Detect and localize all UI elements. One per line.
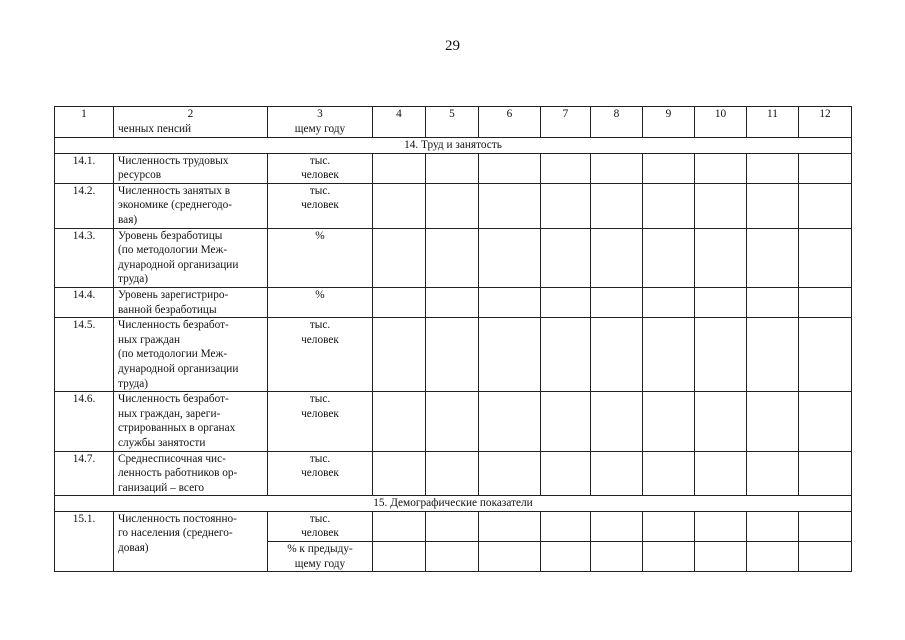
indicator-line: Численность безработ-: [118, 319, 229, 332]
table-row: [55, 287, 852, 317]
value-cell: [799, 287, 852, 317]
indicator-line: ванной безработицы: [118, 303, 217, 316]
value-cell: [426, 287, 479, 317]
header-col-9: 9: [643, 107, 695, 138]
indicator-line: труда): [118, 377, 149, 390]
value-cell: [426, 318, 479, 392]
value-cell: [373, 153, 426, 183]
indicator-line: Численность безработ-: [118, 393, 229, 406]
value-cell: [643, 511, 695, 541]
value-cell: [541, 451, 591, 496]
table-row: [55, 153, 852, 183]
indicators-table: [54, 106, 852, 572]
value-cell: [747, 511, 799, 541]
value-cell: [541, 392, 591, 451]
unit-line: тыс.: [309, 319, 331, 332]
indicator-line: дународной организации: [118, 258, 239, 271]
value-cell: [373, 542, 426, 572]
table-row: [55, 392, 852, 451]
unit-line: тыс.: [309, 512, 331, 525]
value-cell: [373, 451, 426, 496]
unit-cell: [268, 287, 373, 317]
unit-line: тыс.: [309, 154, 331, 167]
value-cell: [695, 228, 747, 287]
value-cell: [541, 228, 591, 287]
indicator-line: Уровень зарегистриро-: [118, 288, 229, 301]
indicator-line: экономике (среднегодо-: [118, 199, 233, 212]
header-col-3: [268, 107, 373, 138]
value-cell: [426, 511, 479, 541]
value-cell: [479, 511, 541, 541]
indicator-line: (по методологии Меж-: [118, 348, 228, 361]
section-title: 14. Труд и занятость: [55, 138, 852, 154]
header-col-1: 1: [55, 107, 114, 138]
header-col-2: [114, 107, 268, 138]
unit-cell: [268, 392, 373, 451]
header-col-3-sub: щему году: [294, 122, 346, 135]
section-title: 15. Демографические показатели: [55, 496, 852, 512]
unit-line: человек: [301, 169, 339, 182]
value-cell: [591, 287, 643, 317]
value-cell: [591, 392, 643, 451]
header-col-5: 5: [426, 107, 479, 138]
unit-cell: [268, 153, 373, 183]
unit-cell: [268, 183, 373, 228]
value-cell: [479, 153, 541, 183]
value-cell: [643, 287, 695, 317]
header-col-10: 10: [695, 107, 747, 138]
unit-line: тыс.: [309, 393, 331, 406]
value-cell: [747, 318, 799, 392]
table-row: [55, 228, 852, 287]
value-cell: [591, 228, 643, 287]
value-cell: [373, 318, 426, 392]
indicator-name: [114, 153, 268, 183]
row-number: 14.5.: [55, 318, 114, 392]
value-cell: [426, 392, 479, 451]
value-cell: [643, 392, 695, 451]
header-row: [55, 107, 852, 138]
table-row: [55, 451, 852, 496]
value-cell: [643, 542, 695, 572]
value-cell: [799, 228, 852, 287]
header-col-3-num: 3: [317, 108, 323, 120]
indicator-name: [114, 228, 268, 287]
value-cell: [479, 318, 541, 392]
indicator-name: [114, 318, 268, 392]
indicator-line: Уровень безработицы: [118, 229, 223, 242]
unit-cell: [268, 318, 373, 392]
value-cell: [799, 542, 852, 572]
row-number: 14.6.: [55, 392, 114, 451]
row-number: 14.2.: [55, 183, 114, 228]
value-cell: [643, 153, 695, 183]
value-cell: [643, 318, 695, 392]
unit-line: щему году: [294, 557, 346, 570]
value-cell: [479, 183, 541, 228]
value-cell: [541, 511, 591, 541]
table-row: [55, 183, 852, 228]
value-cell: [373, 183, 426, 228]
header-col-7: 7: [541, 107, 591, 138]
indicator-line: ленность работников ор-: [118, 467, 238, 480]
value-cell: [541, 318, 591, 392]
value-cell: [747, 392, 799, 451]
value-cell: [591, 153, 643, 183]
indicator-line: го населения (среднего-: [118, 527, 233, 540]
indicator-name: [114, 287, 268, 317]
indicator-line: стрированных в органах: [118, 422, 236, 435]
value-cell: [747, 183, 799, 228]
table-row: [55, 511, 852, 541]
value-cell: [373, 287, 426, 317]
unit-line: тыс.: [309, 452, 331, 465]
unit-cell: [268, 511, 373, 541]
value-cell: [541, 287, 591, 317]
value-cell: [747, 153, 799, 183]
row-number: 15.1.: [55, 511, 114, 571]
value-cell: [591, 451, 643, 496]
unit-cell: [268, 451, 373, 496]
header-col-8: 8: [591, 107, 643, 138]
value-cell: [479, 228, 541, 287]
row-number: 14.4.: [55, 287, 114, 317]
value-cell: [747, 542, 799, 572]
value-cell: [426, 183, 479, 228]
unit-line: человек: [301, 467, 339, 480]
value-cell: [541, 183, 591, 228]
indicator-line: ганизаций – всего: [118, 481, 205, 494]
unit-line: %: [315, 229, 325, 242]
value-cell: [747, 228, 799, 287]
value-cell: [591, 511, 643, 541]
header-col-6: 6: [479, 107, 541, 138]
value-cell: [426, 153, 479, 183]
value-cell: [426, 451, 479, 496]
value-cell: [591, 183, 643, 228]
value-cell: [695, 153, 747, 183]
value-cell: [695, 511, 747, 541]
value-cell: [541, 153, 591, 183]
unit-line: %: [315, 288, 325, 301]
indicator-line: Численность постоянно-: [118, 512, 237, 525]
indicator-line: службы занятости: [118, 436, 206, 449]
row-number: 14.7.: [55, 451, 114, 496]
header-col-12: 12: [799, 107, 852, 138]
indicator-line: ных граждан, зареги-: [118, 407, 221, 420]
header-col-2-num: 2: [187, 108, 194, 120]
page-number: 29: [445, 38, 460, 54]
indicator-name: [114, 451, 268, 496]
unit-line: тыс.: [309, 184, 331, 197]
value-cell: [426, 228, 479, 287]
value-cell: [799, 318, 852, 392]
value-cell: [695, 287, 747, 317]
indicator-line: Численность трудовых: [118, 154, 229, 167]
value-cell: [643, 183, 695, 228]
value-cell: [479, 451, 541, 496]
value-cell: [747, 287, 799, 317]
indicator-line: ных граждан: [118, 333, 181, 346]
value-cell: [373, 228, 426, 287]
row-number: 14.3.: [55, 228, 114, 287]
value-cell: [799, 153, 852, 183]
section-row-15: [55, 496, 852, 512]
indicator-line: (по методологии Меж-: [118, 244, 228, 257]
value-cell: [799, 451, 852, 496]
value-cell: [373, 392, 426, 451]
row-number: 14.1.: [55, 153, 114, 183]
indicator-line: дународной организации: [118, 362, 239, 375]
value-cell: [799, 511, 852, 541]
value-cell: [426, 542, 479, 572]
table-row: [55, 318, 852, 392]
unit-line: человек: [301, 333, 339, 346]
indicator-name: [114, 183, 268, 228]
indicator-line: ресурсов: [118, 169, 162, 182]
value-cell: [479, 392, 541, 451]
value-cell: [591, 542, 643, 572]
section-row-14: [55, 138, 852, 154]
indicator-line: вая): [118, 213, 138, 226]
indicator-line: труда): [118, 273, 149, 286]
value-cell: [695, 392, 747, 451]
unit-line: % к предыду-: [287, 543, 353, 556]
header-col-2-sub: ченных пенсий: [118, 122, 192, 135]
unit-line: человек: [301, 407, 339, 420]
indicator-line: Численность занятых в: [118, 184, 231, 197]
value-cell: [799, 392, 852, 451]
unit-cell: [268, 542, 373, 572]
value-cell: [373, 511, 426, 541]
value-cell: [479, 542, 541, 572]
header-col-11: 11: [747, 107, 799, 138]
indicator-line: Среднесписочная чис-: [118, 452, 226, 465]
value-cell: [747, 451, 799, 496]
value-cell: [479, 287, 541, 317]
value-cell: [695, 451, 747, 496]
value-cell: [591, 318, 643, 392]
indicator-line: довая): [118, 542, 149, 555]
value-cell: [643, 451, 695, 496]
header-col-4: 4: [373, 107, 426, 138]
value-cell: [643, 228, 695, 287]
indicator-name: [114, 392, 268, 451]
value-cell: [695, 542, 747, 572]
unit-line: человек: [301, 199, 339, 212]
value-cell: [541, 542, 591, 572]
unit-line: человек: [301, 527, 339, 540]
value-cell: [799, 183, 852, 228]
unit-cell: [268, 228, 373, 287]
value-cell: [695, 318, 747, 392]
indicator-name: [114, 511, 268, 571]
value-cell: [695, 183, 747, 228]
